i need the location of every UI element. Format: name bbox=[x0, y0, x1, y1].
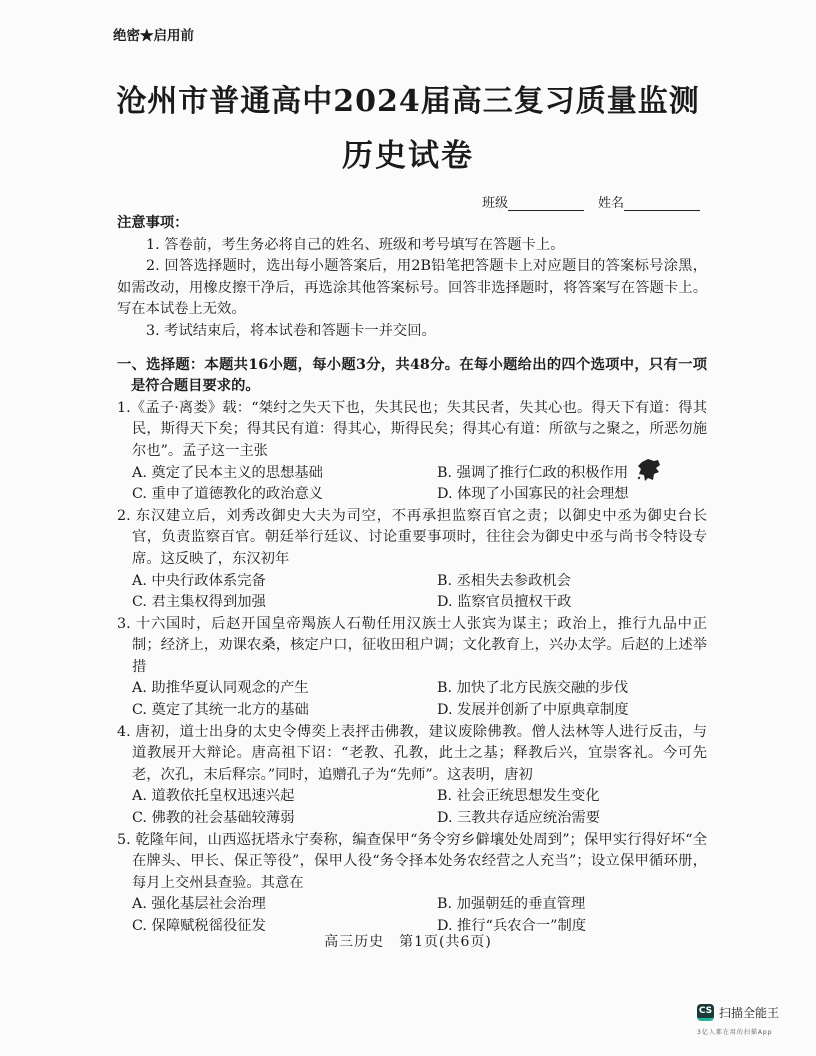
option-d: D. 体现了小国寡民的社会理想 bbox=[437, 486, 629, 503]
option-d: D. 推行“兵农合一”制度 bbox=[437, 918, 587, 934]
question-stem: 1.《孟子·离娄》载：“桀纣之失天下也，失其民也；失其民者，失其心也。得天下有道：得其民，斯得天下矣；得其民有道：得其心，斯得民矣；得其心有道：所欲与之聚之，所恶勿施尔也”。孟子这一主张 bbox=[117, 399, 707, 459]
options bbox=[117, 678, 707, 721]
question-4 bbox=[117, 722, 707, 830]
options bbox=[117, 463, 707, 506]
question-5 bbox=[117, 830, 707, 938]
scanner-tagline: 3亿人都在用的扫描App bbox=[697, 1029, 773, 1036]
notice-heading: 注意事项： bbox=[117, 215, 189, 231]
option-b: B. 加强朝廷的垂直管理 bbox=[437, 896, 586, 913]
section-heading: 一、选择题：本题共16小题，每小题3分，共48分。在每小题给出的四个选项中，只有一项是符合题目要求的。 bbox=[117, 356, 707, 395]
option-d: D. 监察官员擅权干政 bbox=[437, 594, 572, 611]
option-a: A. 奠定了民本主义的思想基础 bbox=[132, 464, 323, 481]
class-field[interactable] bbox=[482, 192, 584, 211]
question-2 bbox=[117, 506, 707, 614]
option-d: D. 发展并创新了中原典章制度 bbox=[437, 702, 629, 719]
question-1 bbox=[117, 398, 707, 506]
name-field[interactable] bbox=[598, 192, 700, 211]
camscanner-logo-icon: CS bbox=[697, 1004, 714, 1021]
question-stem: 2. 东汉建立后，刘秀改御史大夫为司空，不再承担监察百官之责；以御史中丞为御史台长官，负责监察百官。朝廷举行廷议、讨论重要事项时，往往会为御史中丞与尚书令特设专席。这反映了，东汉初年 bbox=[117, 507, 707, 567]
page-footer: 高三历史 第1页(共6页) bbox=[324, 934, 492, 950]
option-a: A. 道教依托皇权迅速兴起 bbox=[132, 788, 295, 805]
class-label: 班级 bbox=[482, 196, 509, 211]
option-c: C. 保障赋税徭役征发 bbox=[132, 918, 266, 934]
ink-stain-icon bbox=[636, 458, 662, 482]
exam-subject-title: 历史试卷 bbox=[342, 138, 474, 174]
option-b: B. 社会正统思想发生变化 bbox=[437, 788, 600, 805]
class-blank bbox=[508, 196, 584, 211]
option-d: D. 三教共存适应统治需要 bbox=[437, 810, 601, 827]
question-stem: 4. 唐初，道士出身的太史令傅奕上表抨击佛教，建议废除佛教。僧人法林等人进行反击，与道教展开大辩论。唐高祖下诏：“老教、孔教，此土之基；释教后兴，宜崇客礼。今可先老，次孔，末后释宗。”同时，追赠孔子为“先师”。这表明，唐初 bbox=[117, 723, 707, 783]
option-b: B. 丞相失去参政机会 bbox=[437, 572, 571, 589]
option-b: B. 加快了北方民族交融的步伐 bbox=[437, 680, 629, 697]
option-a: A. 强化基层社会治理 bbox=[132, 896, 266, 913]
scanner-app-name: 扫描全能王 bbox=[719, 1006, 780, 1020]
question-stem: 5. 乾隆年间，山西巡抚塔永宁奏称，编查保甲“务令穷乡僻壤处处周到”；保甲实行得好坏“全在牌头、甲长、保正等役”，保甲人役“务令择本处务农经营之人充当”；设立保甲循环册，每月上交州县查验。其意在 bbox=[117, 831, 707, 891]
option-c: C. 奠定了其统一北方的基础 bbox=[132, 702, 309, 719]
exam-content bbox=[117, 213, 707, 938]
student-info-fields bbox=[482, 192, 700, 211]
option-b: B. 强调了推行仁政的积极作用 bbox=[437, 464, 629, 481]
option-c: C. 佛教的社会基础较薄弱 bbox=[132, 810, 295, 827]
notice-item: 3. 考试结束后，将本试卷和答题卡一并交回。 bbox=[146, 322, 436, 339]
name-blank bbox=[624, 196, 700, 211]
options bbox=[117, 786, 707, 829]
notice-item: 2. 回答选择题时，选出每小题答案后，用2B铅笔把答题卡上对应题目的答案标号涂黑，如需改动，用橡皮擦干净后，再选涂其他答案标号。回答非选择题时，将答案写在答题卡上。写在本试卷上无效。 bbox=[117, 258, 707, 318]
option-a: A. 中央行政体系完备 bbox=[132, 572, 266, 589]
option-a: A. 助推华夏认同观念的产生 bbox=[132, 680, 309, 697]
scanner-watermark bbox=[697, 1004, 779, 1021]
options bbox=[117, 571, 707, 614]
question-3 bbox=[117, 614, 707, 722]
confidential-label: 绝密★启用前 bbox=[113, 28, 194, 44]
name-label: 姓名 bbox=[598, 196, 625, 211]
option-c: C. 重申了道德教化的政治意义 bbox=[132, 486, 324, 503]
exam-title: 沧州市普通高中2024届高三复习质量监测 bbox=[116, 84, 700, 119]
option-c: C. 君主集权得到加强 bbox=[132, 594, 266, 611]
notice-item: 1. 答卷前，考生务必将自己的姓名、班级和考号填写在答题卡上。 bbox=[146, 236, 565, 253]
question-stem: 3. 十六国时，后赵开国皇帝羯族人石勒任用汉族士人张宾为谋主；政治上，推行九品中正制；经济上，劝课农桑，核定户口，征收田租户调；文化教育上，兴办太学。后赵的上述举措 bbox=[117, 615, 707, 675]
